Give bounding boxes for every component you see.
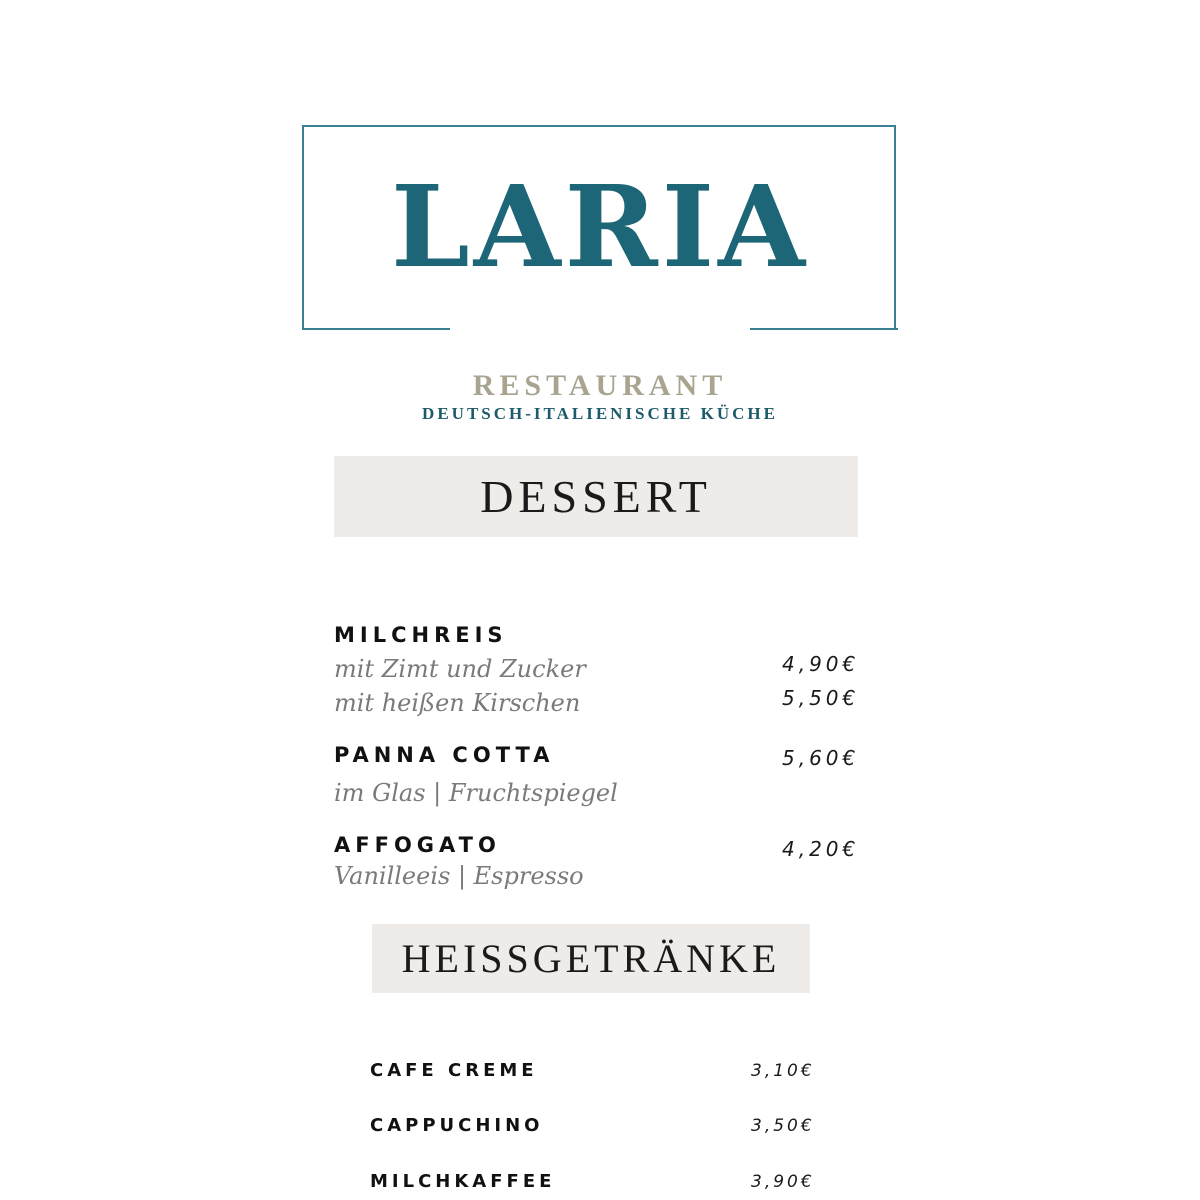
drink-item-name: CAPPUCHINO (370, 1115, 544, 1136)
menu-item-desc: mit heißen Kirschen (334, 689, 581, 717)
drink-item-price: 3,10€ (751, 1061, 815, 1081)
logo-frame-bottom-left (302, 328, 450, 330)
menu-item-desc: Vanilleeis | Espresso (334, 862, 584, 890)
drink-item-name: MILCHKAFFEE (370, 1171, 556, 1192)
menu-item-price: 5,60€ (782, 746, 860, 770)
section-title-hot-drinks: HEISSGETRÄNKE (372, 924, 810, 993)
menu-item-desc: mit Zimt und Zucker (334, 655, 586, 683)
logo-frame-bottom-right (750, 328, 898, 330)
section-title-dessert: DESSERT (334, 456, 858, 537)
restaurant-logo: LARIA (390, 162, 809, 293)
restaurant-tagline: DEUTSCH-ITALIENISCHE KÜCHE (422, 404, 778, 423)
menu-item-desc: im Glas | Fruchtspiegel (334, 779, 618, 807)
menu-item-price: 5,50€ (782, 686, 860, 710)
drink-item-price: 3,90€ (751, 1172, 815, 1192)
menu-item-name: PANNA COTTA (334, 743, 555, 767)
restaurant-subtitle: RESTAURANT (472, 369, 728, 402)
drink-item-name: CAFE CREME (370, 1060, 538, 1081)
drink-item-price: 3,50€ (751, 1116, 815, 1136)
menu-item-name: MILCHREIS (334, 623, 508, 647)
menu-item-price: 4,90€ (782, 652, 860, 676)
menu-item-price: 4,20€ (782, 837, 860, 861)
menu-item-name: AFFOGATO (334, 833, 501, 857)
